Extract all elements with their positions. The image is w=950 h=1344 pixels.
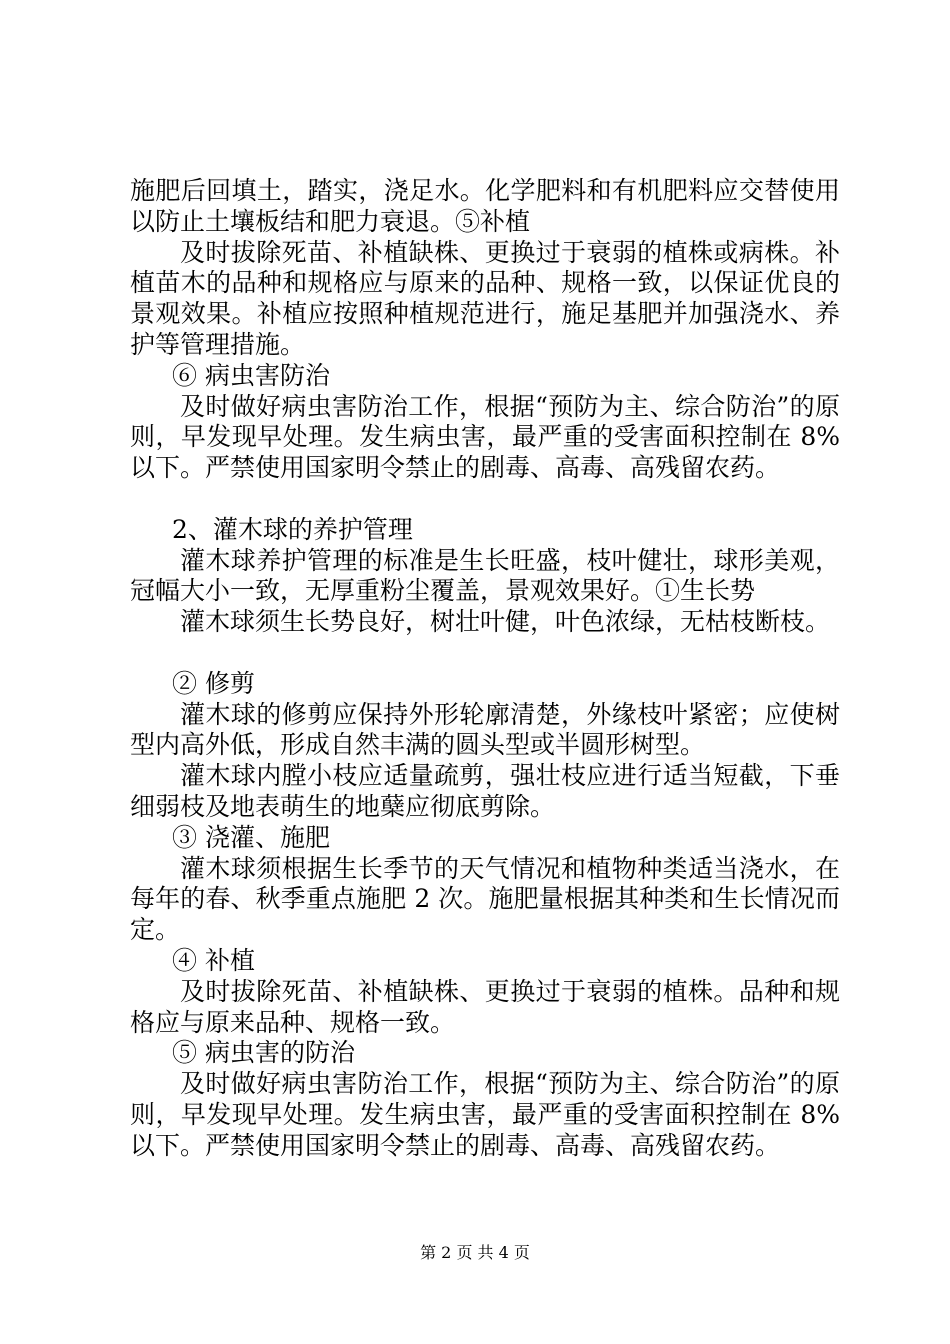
heading-watering-fertilizing: ③ 浇灌、施肥 — [172, 822, 330, 852]
heading-pruning: ② 修剪 — [172, 668, 255, 698]
paragraph-shrub-standard: 灌木球养护管理的标准是生长旺盛，枝叶健壮，球形美观，冠幅大小一致，无厚重粉尘覆盖，景观效果好。①生长势 — [130, 545, 840, 606]
paragraph-fertilizing: 施肥后回填土，踏实，浇足水。化学肥料和有机肥料应交替使用以防止土壤板结和肥力衰退。⑤补植 — [130, 176, 840, 236]
page-number-footer: 第 2 页 共 4 页 — [420, 1243, 530, 1262]
paragraph-shrub-growth: 灌木球须生长势良好，树壮叶健，叶色浓绿，无枯枝断枝。 — [180, 607, 831, 637]
heading-pest-control: ⑥ 病虫害防治 — [172, 360, 330, 390]
blank-line — [130, 638, 840, 669]
paragraph-shrub-replanting: 及时拔除死苗、补植缺株、更换过于衰弱的植株。品种和规格应与原来品种、规格一致。 — [130, 976, 840, 1037]
paragraph-replanting: 及时拔除死苗、补植缺株、更换过于衰弱的植株或病株。补植苗木的品种和规格应与原来的品种、规格一致，以保证优良的景观效果。补植应按照种植规范进行，施足基肥并加强浇水、养护等管理措施。 — [130, 237, 840, 359]
heading-shrub-ball-maintenance: 2、灌木球的养护管理 — [172, 514, 413, 544]
paragraph-pruning-inner: 灌木球内膛小枝应适量疏剪，强壮枝应进行适当短截，下垂细弱枝及地表萌生的地蘖应彻底剪除。 — [130, 761, 840, 821]
paragraph-pest-control: 及时做好病虫害防治工作，根据“预防为主、综合防治”的原则，早发现早处理。发生病虫害，最严重的受害面积控制在 8%以下。严禁使用国家明令禁止的剧毒、高毒、高残留农药。 — [130, 391, 840, 483]
document-body — [130, 176, 840, 1162]
blank-line — [130, 484, 840, 515]
paragraph-watering-fertilizing: 灌木球须根据生长季节的天气情况和植物种类适当浇水，在每年的春、秋季重点施肥 2 次。施肥量根据其种类和生长情况而定。 — [130, 853, 840, 945]
heading-replanting: ④ 补植 — [172, 945, 255, 975]
heading-pest-prevention: ⑤ 病虫害的防治 — [172, 1038, 355, 1068]
paragraph-pruning-outline: 灌木球的修剪应保持外形轮廓清楚，外缘枝叶紧密；应使树型内高外低，形成自然丰满的圆头型或半圆形树型。 — [130, 699, 840, 760]
paragraph-pest-prevention: 及时做好病虫害防治工作，根据“预防为主、综合防治”的原则，早发现早处理。发生病虫害，最严重的受害面积控制在 8%以下。严禁使用国家明令禁止的剧毒、高毒、高残留农药。 — [130, 1069, 840, 1160]
